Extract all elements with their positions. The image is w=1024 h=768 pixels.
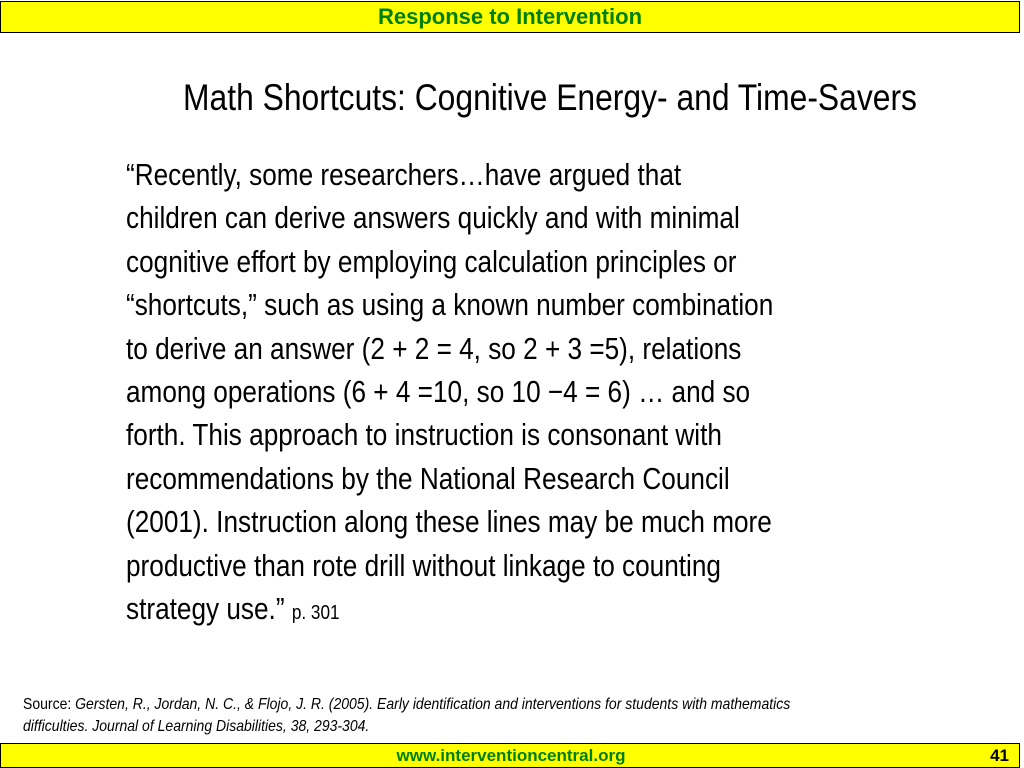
- quote-line: to derive an answer (2 + 2 = 4, so 2 + 3 =5), relations: [126, 331, 742, 366]
- quote-line: recommendations by the National Research Council: [126, 461, 730, 496]
- bottom-banner: [0, 743, 1020, 768]
- quote-final-text: strategy use.”: [126, 592, 285, 627]
- quote-line: cognitive effort by employing calculation principles or: [126, 244, 737, 279]
- quote-line: “shortcuts,” such as using a known number combination: [126, 288, 774, 323]
- banner-title: Response to Intervention: [377, 4, 643, 29]
- source-line-1: [23, 694, 959, 716]
- quote-line-last: [126, 588, 898, 635]
- source-citation-block: [23, 694, 959, 738]
- quote-line: among operations (6 + 4 =10, so 10 −4 = 6) … and so: [126, 375, 751, 410]
- citation-text-2: difficulties. Journal of Learning Disabilities, 38, 293-304.: [23, 718, 370, 735]
- slide-title: Math Shortcuts: Cognitive Energy- and Time-Savers: [183, 77, 917, 118]
- quote-block: [126, 154, 898, 635]
- quote-line: forth. This approach to instruction is consonant with: [126, 418, 722, 453]
- page-reference: p. 301: [291, 602, 340, 625]
- quote-line: productive than rote drill without linkage to counting: [126, 548, 721, 583]
- quote-line: children can derive answers quickly and with minimal: [126, 201, 740, 236]
- quote-line: “Recently, some researchers…have argued that: [126, 158, 682, 192]
- page-number: 41: [990, 746, 1009, 765]
- quote-line: (2001). Instruction along these lines may be much more: [126, 505, 772, 540]
- top-banner: [0, 1, 1020, 33]
- footer-url-link[interactable]: www.interventioncentral.org: [396, 746, 626, 765]
- source-label: Source:: [23, 696, 76, 713]
- citation-text-1: Gersten, R., Jordan, N. C., & Flojo, J. R. (2005). Early identification and interventions for students with mathematics: [75, 696, 791, 713]
